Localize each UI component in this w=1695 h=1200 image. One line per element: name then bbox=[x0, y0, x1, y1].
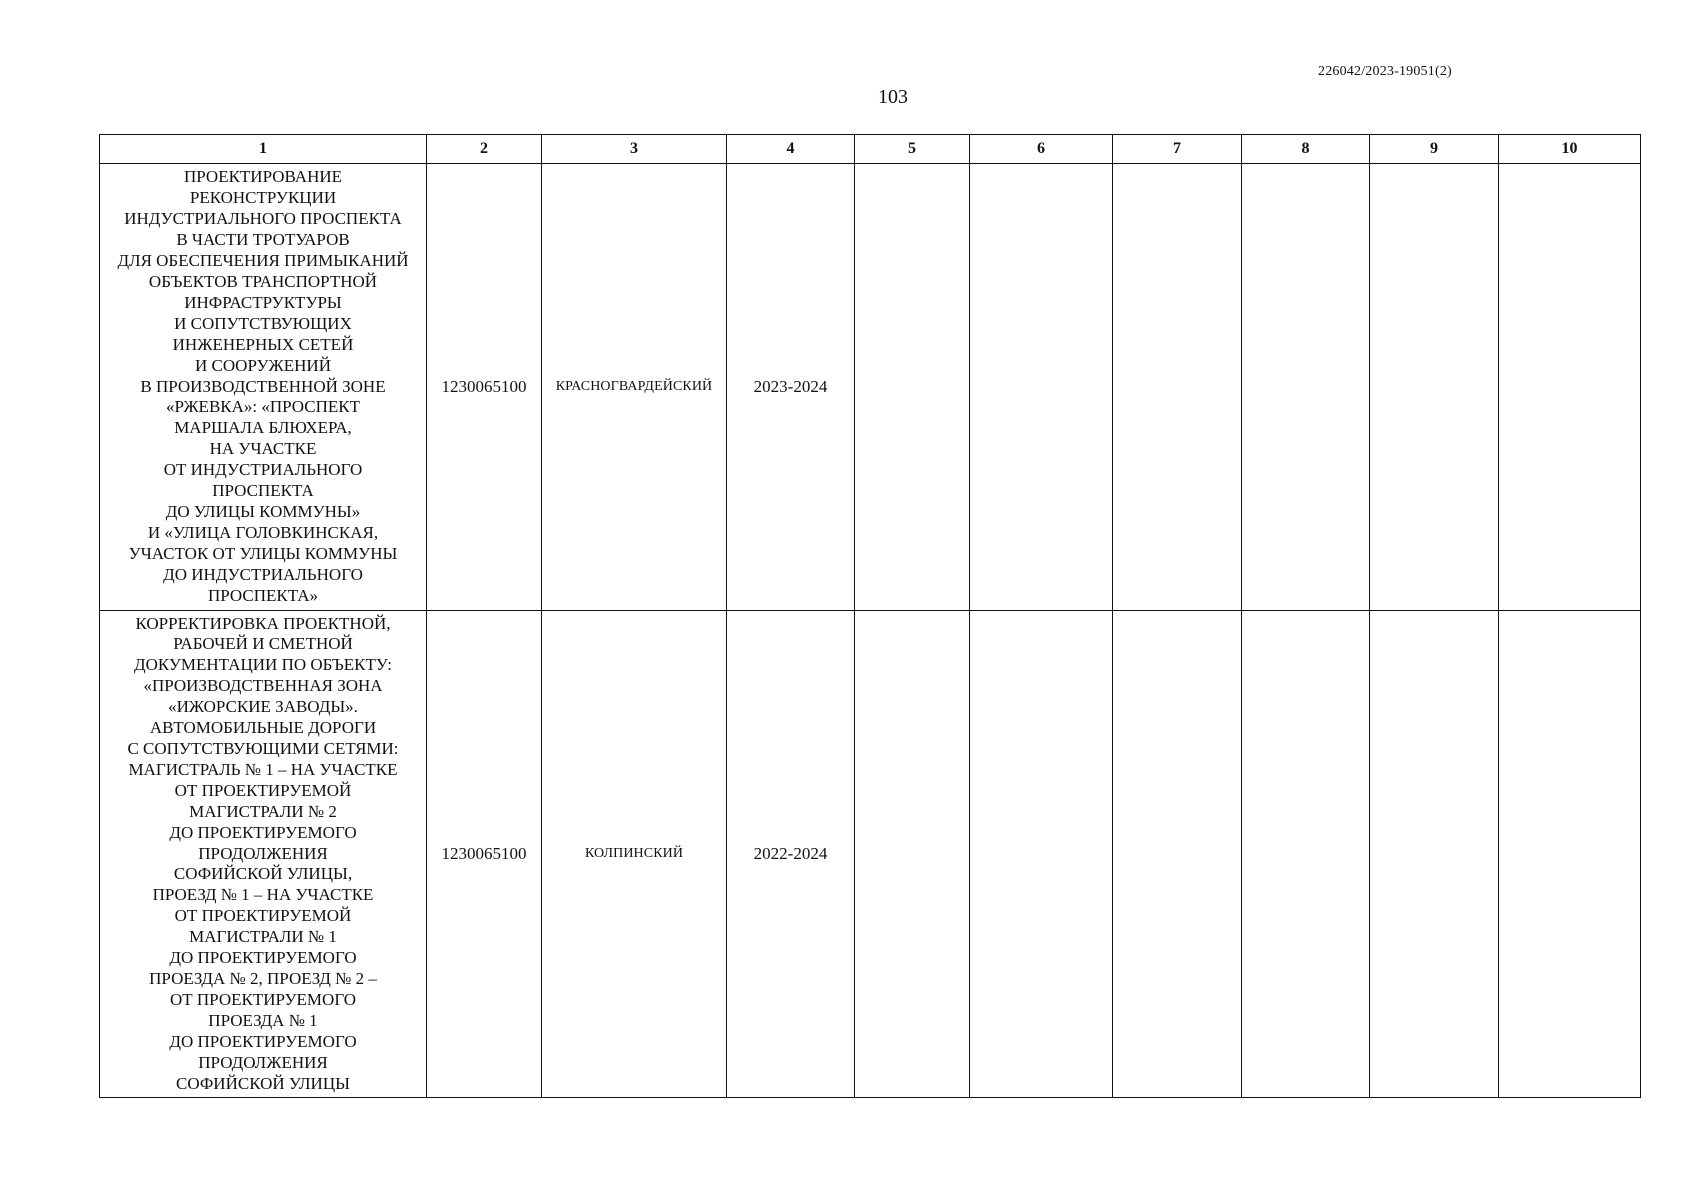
object-name-line: ДЛЯ ОБЕСПЕЧЕНИЯ ПРИМЫКАНИЙ bbox=[117, 251, 409, 271]
object-name-line: И СООРУЖЕНИЙ bbox=[195, 355, 331, 375]
column-header: 5 bbox=[855, 135, 970, 164]
object-name-line: КОРРЕКТИРОВКА ПРОЕКТНОЙ, bbox=[135, 613, 391, 633]
object-name-line: ОТ ПРОЕКТИРУЕМОЙ bbox=[174, 780, 352, 800]
object-name-line: ДО ИНДУСТРИАЛЬНОГО bbox=[163, 564, 363, 584]
object-name-line: МАГИСТРАЛЬ № 1 – НА УЧАСТКЕ bbox=[128, 759, 398, 779]
column-header: 1 bbox=[100, 135, 427, 164]
empty-cell bbox=[855, 164, 970, 611]
object-name-line: ОТ ПРОЕКТИРУЕМОЙ bbox=[174, 906, 352, 926]
empty-cell bbox=[970, 611, 1113, 1098]
object-name-line: ДО УЛИЦЫ КОММУНЫ» bbox=[165, 501, 361, 521]
object-name-line: ДО ПРОЕКТИРУЕМОГО bbox=[169, 822, 357, 842]
object-name-line: «ПРОИЗВОДСТВЕННАЯ ЗОНА bbox=[143, 676, 383, 696]
empty-cell bbox=[1370, 611, 1499, 1098]
table-row bbox=[100, 164, 1641, 611]
object-name-line: РЕКОНСТРУКЦИИ bbox=[189, 188, 337, 208]
object-name-line: В ЧАСТИ ТРОТУАРОВ bbox=[176, 230, 350, 250]
object-name-line: ДО ПРОЕКТИРУЕМОГО bbox=[169, 948, 357, 968]
page-number: 103 bbox=[878, 86, 908, 108]
empty-cell bbox=[1242, 611, 1370, 1098]
object-name-line: ОТ ПРОЕКТИРУЕМОГО bbox=[169, 989, 357, 1009]
period-cell: 2022-2024 bbox=[727, 611, 855, 1098]
object-name-line: РАБОЧЕЙ И СМЕТНОЙ bbox=[173, 634, 353, 654]
column-header: 3 bbox=[542, 135, 727, 164]
object-name-line: «РЖЕВКА»: «ПРОСПЕКТ bbox=[165, 397, 361, 417]
object-name-line: ПРОДОЛЖЕНИЯ bbox=[198, 843, 328, 863]
column-header: 8 bbox=[1242, 135, 1370, 164]
object-name-line: МАГИСТРАЛИ № 1 bbox=[189, 927, 337, 947]
object-name-line: МАРШАЛА БЛЮХЕРА, bbox=[174, 418, 352, 438]
object-name-cell bbox=[100, 611, 427, 1098]
object-name-line: СОФИЙСКОЙ УЛИЦЫ, bbox=[173, 864, 353, 884]
code-cell: 1230065100 bbox=[427, 611, 542, 1098]
object-name-line: ПРОДОЛЖЕНИЯ bbox=[198, 1052, 328, 1072]
object-name-line: С СОПУТСТВУЮЩИМИ СЕТЯМИ: bbox=[127, 739, 399, 759]
empty-cell bbox=[970, 164, 1113, 611]
district-cell: КРАСНОГВАРДЕЙСКИЙ bbox=[542, 164, 727, 611]
column-header: 7 bbox=[1113, 135, 1242, 164]
table-row bbox=[100, 611, 1641, 1098]
column-header: 9 bbox=[1370, 135, 1499, 164]
document-id: 226042/2023-19051(2) bbox=[1318, 64, 1452, 79]
object-name-line: МАГИСТРАЛИ № 2 bbox=[189, 801, 337, 821]
object-name-line: ПРОСПЕКТА bbox=[212, 481, 314, 501]
object-name-line: АВТОМОБИЛЬНЫЕ ДОРОГИ bbox=[149, 718, 377, 738]
object-name-line: И СОПУТСТВУЮЩИХ bbox=[174, 313, 352, 333]
object-name-line: ДОКУМЕНТАЦИИ ПО ОБЪЕКТУ: bbox=[134, 655, 392, 675]
empty-cell bbox=[1499, 164, 1641, 611]
object-name-line: ПРОЕЗДА № 2, ПРОЕЗД № 2 – bbox=[149, 968, 377, 988]
empty-cell bbox=[1370, 164, 1499, 611]
object-name-line: ПРОСПЕКТА» bbox=[207, 585, 319, 605]
column-header: 2 bbox=[427, 135, 542, 164]
code-cell: 1230065100 bbox=[427, 164, 542, 611]
column-number-row bbox=[100, 135, 1641, 164]
object-name-line: И «УЛИЦА ГОЛОВКИНСКАЯ, bbox=[147, 522, 379, 542]
object-name-line: ОБЪЕКТОВ ТРАНСПОРТНОЙ bbox=[148, 272, 378, 292]
column-header: 10 bbox=[1499, 135, 1641, 164]
object-name-line: «ИЖОРСКИЕ ЗАВОДЫ». bbox=[168, 697, 358, 717]
object-name-line: СОФИЙСКОЙ УЛИЦЫ bbox=[176, 1073, 350, 1093]
period-cell: 2023-2024 bbox=[727, 164, 855, 611]
object-name-line: НА УЧАСТКЕ bbox=[209, 439, 317, 459]
district-cell: КОЛПИНСКИЙ bbox=[542, 611, 727, 1098]
empty-cell bbox=[855, 611, 970, 1098]
object-name-line: ПРОЕКТИРОВАНИЕ bbox=[183, 167, 343, 187]
column-header: 4 bbox=[727, 135, 855, 164]
empty-cell bbox=[1113, 164, 1242, 611]
empty-cell bbox=[1242, 164, 1370, 611]
object-name-line: В ПРОИЗВОДСТВЕННОЙ ЗОНЕ bbox=[140, 376, 386, 396]
object-name-line: ИНФРАСТРУКТУРЫ bbox=[184, 292, 342, 312]
empty-cell bbox=[1499, 611, 1641, 1098]
object-name-line: ИНЖЕНЕРНЫХ СЕТЕЙ bbox=[172, 334, 354, 354]
program-table bbox=[99, 134, 1641, 1098]
column-header: 6 bbox=[970, 135, 1113, 164]
empty-cell bbox=[1113, 611, 1242, 1098]
object-name-cell bbox=[100, 164, 427, 611]
object-name-line: ИНДУСТРИАЛЬНОГО ПРОСПЕКТА bbox=[124, 209, 402, 229]
object-name-line: ПРОЕЗДА № 1 bbox=[208, 1010, 318, 1030]
object-name-line: ОТ ИНДУСТРИАЛЬНОГО bbox=[163, 460, 363, 480]
object-name-line: ПРОЕЗД № 1 – НА УЧАСТКЕ bbox=[152, 885, 374, 905]
object-name-line: ДО ПРОЕКТИРУЕМОГО bbox=[169, 1031, 357, 1051]
object-name-line: УЧАСТОК ОТ УЛИЦЫ КОММУНЫ bbox=[128, 543, 398, 563]
